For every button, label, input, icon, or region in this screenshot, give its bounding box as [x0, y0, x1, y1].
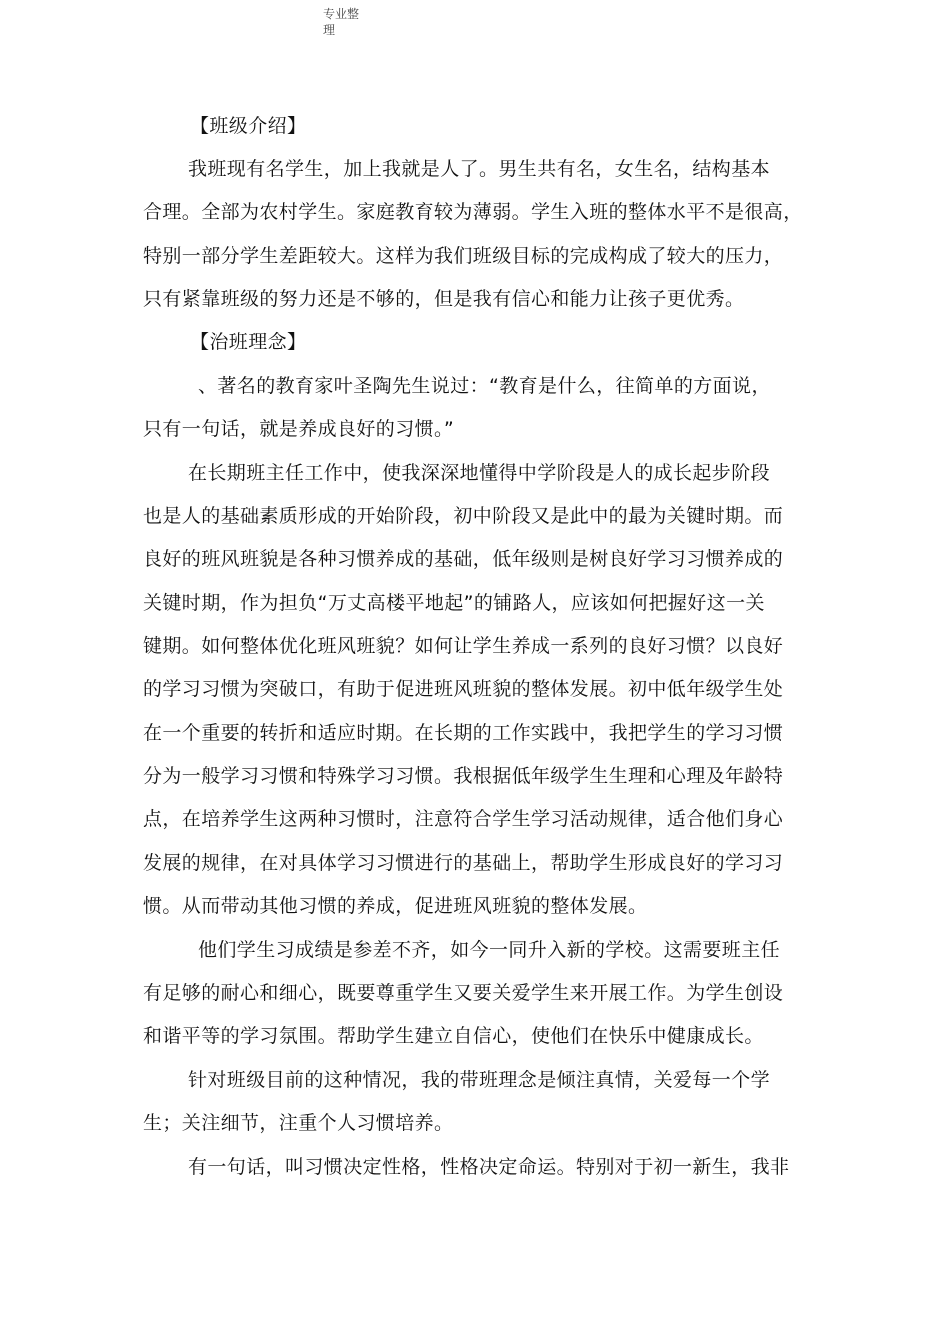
body-line: 合理。全部为农村学生。家庭教育较为薄弱。学生入班的整体水平不是很高，: [143, 201, 803, 223]
body-line: 和谐平等的学习氛围。帮助学生建立自信心，使他们在快乐中健康成长。: [143, 1025, 764, 1047]
body-line: 在一个重要的转折和适应时期。在长期的工作实践中，我把学生的学习习惯: [143, 722, 784, 744]
body-line: 良好的班风班貌是各种习惯养成的基础，低年级则是树良好学习习惯养成的: [143, 548, 784, 570]
body-line: 的学习习惯为突破口，有助于促进班风班貌的整体发展。初中低年级学生处: [143, 678, 784, 700]
body-line: 特别一部分学生差距较大。这样为我们班级目标的完成构成了较大的压力，: [143, 245, 784, 267]
body-line: 关键时期，作为担负“万丈高楼平地起”的铺路人，应该如何把握好这一关: [143, 592, 765, 614]
section-heading-philosophy: 【治班理念】: [190, 331, 307, 353]
header-line-2: 理: [323, 23, 336, 37]
body-line: 键期。如何整体优化班风班貌？如何让学生养成一系列的良好习惯？以良好: [143, 635, 784, 657]
body-line: 生；关注细节，注重个人习惯培养。: [143, 1112, 454, 1134]
body-line: 发展的规律，在对具体学习习惯进行的基础上，帮助学生形成良好的学习习: [143, 852, 784, 874]
body-line: 只有一句话，就是养成良好的习惯。”: [143, 418, 455, 440]
body-line: 他们学生习成绩是参差不齐，如今一同升入新的学校。这需要班主任: [198, 939, 781, 961]
body-line: 有一句话，叫习惯决定性格，性格决定命运。特别对于初一新生，我非: [188, 1156, 790, 1178]
body-line: 惯。从而带动其他习惯的养成，促进班风班貌的整体发展。: [143, 895, 648, 917]
body-line: 分为一般学习习惯和特殊学习习惯。我根据低年级学生生理和心理及年龄特: [143, 765, 784, 787]
body-line: 也是人的基础素质形成的开始阶段，初中阶段又是此中的最为关键时期。而: [143, 505, 784, 527]
section-heading-class-intro: 【班级介绍】: [190, 115, 307, 137]
body-line: 点，在培养学生这两种习惯时，注意符合学生学习活动规律，适合他们身心: [143, 808, 784, 830]
body-line: 、著名的教育家叶圣陶先生说过：“教育是什么，往简单的方面说，: [198, 375, 771, 397]
body-line: 针对班级目前的这种情况，我的带班理念是倾注真情，关爱每一个学: [188, 1069, 771, 1091]
body-line: 在长期班主任工作中，使我深深地懂得中学阶段是人的成长起步阶段: [188, 462, 771, 484]
page-header: [323, 6, 383, 38]
body-line: 我班现有名学生，加上我就是人了。男生共有名，女生名，结构基本: [188, 158, 771, 180]
body-line: 只有紧靠班级的努力还是不够的，但是我有信心和能力让孩子更优秀。: [143, 288, 745, 310]
header-line-1: 专业整: [323, 7, 360, 21]
body-line: 有足够的耐心和细心，既要尊重学生又要关爱学生来开展工作。为学生创设: [143, 982, 784, 1004]
